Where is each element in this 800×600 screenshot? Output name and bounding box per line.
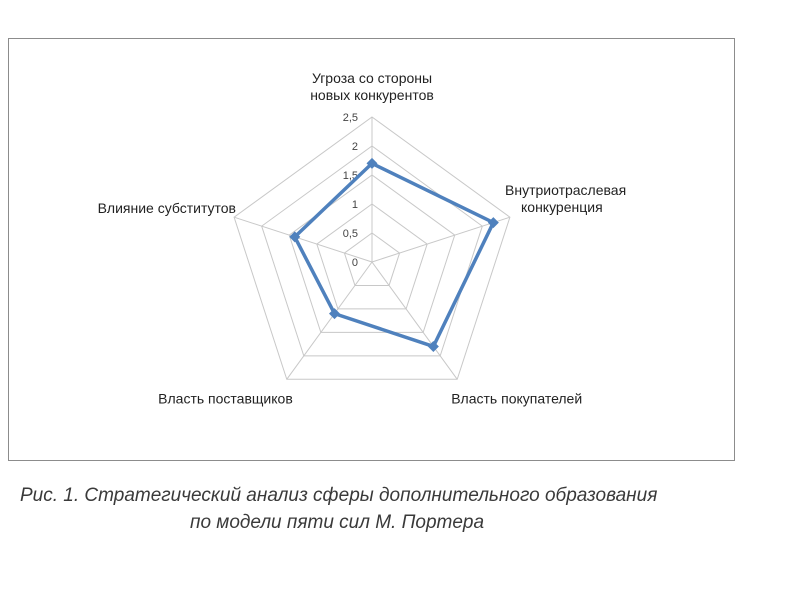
tick-label: 1 bbox=[351, 199, 358, 211]
caption-line-1: Рис. 1. Стратегический анализ сферы дополнительного образования bbox=[20, 485, 658, 506]
caption-line-2: по модели пяти сил М. Портера bbox=[190, 512, 485, 533]
tick-label: 2 bbox=[351, 141, 358, 153]
tick-label: 1,5 bbox=[342, 170, 358, 182]
axis-label: новых конкурентов bbox=[310, 87, 434, 103]
tick-label: 0,5 bbox=[342, 228, 358, 240]
tick-label: 0 bbox=[351, 257, 358, 269]
axis-label: Угроза со стороны bbox=[311, 70, 433, 86]
radar-grid bbox=[234, 117, 510, 379]
data-point-marker bbox=[488, 217, 499, 228]
axis-label: Власть поставщиков bbox=[158, 390, 293, 407]
axis-label: Влияние субститутов bbox=[97, 200, 236, 217]
axis-label: Внутриотраслевая bbox=[505, 182, 627, 199]
axis-label: конкуренция bbox=[521, 199, 603, 216]
tick-label: 2,5 bbox=[342, 112, 358, 124]
axis-label: Власть покупателей bbox=[451, 390, 583, 407]
data-point-marker bbox=[428, 341, 439, 352]
